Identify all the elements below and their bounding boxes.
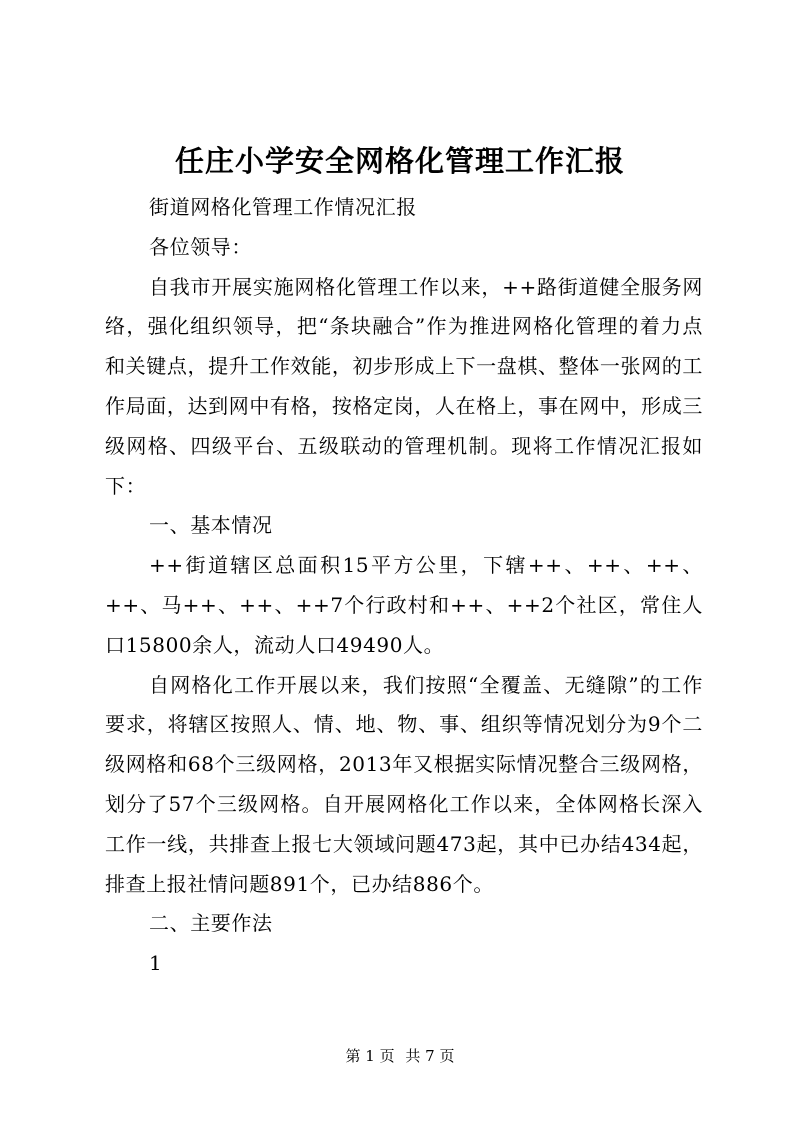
page-number: 第 1 页 [345,1047,395,1065]
document-body [105,188,703,984]
page-total: 共 7 页 [405,1047,455,1065]
paragraph-grid-work: 自网格化工作开展以来，我们按照“全覆盖、无缝隙”的工作要求，将辖区按照人、情、地、物、事、组织等情况划分为9个二级网格和68个三级网格，2013年又根据实际情况整合三级网格，划分了57个三级网格。自开展网格化工作以来，全体网格长深入工作一线，共排查上报七大领域问题473起，其中已办结434起，排查上报社情问题891个，已办结886个。 [105,672,703,896]
paragraph-basic-info: ++街道辖区总面积15平方公里，下辖++、++、++、++、马++、++、++7个行政村和++、++2个社区，常住人口15800余人，流动人口49490人。 [105,553,703,657]
section-heading-methods: 二、主要作法 [149,911,273,936]
page-footer [0,1046,800,1066]
paragraph-intro: 自我市开展实施网格化管理工作以来，++路街道健全服务网络，强化组织领导，把“条块融合”作为推进网格化管理的着力点和关键点，提升工作效能，初步形成上下一盘棋、整体一张网的工作局面，达到网中有格，按格定岗，人在格上，事在网中，形成三级网格、四级平台、五级联动的管理机制。现将工作情况汇报如下： [105,274,703,498]
document-title: 任庄小学安全网格化管理工作汇报 [174,144,625,178]
paragraph-subtitle: 街道网格化管理工作情况汇报 [149,195,417,219]
paragraph-item-number: 1 [149,951,163,976]
paragraph-salutation: 各位领导： [149,234,252,259]
section-heading-basic: 一、基本情况 [149,513,273,538]
